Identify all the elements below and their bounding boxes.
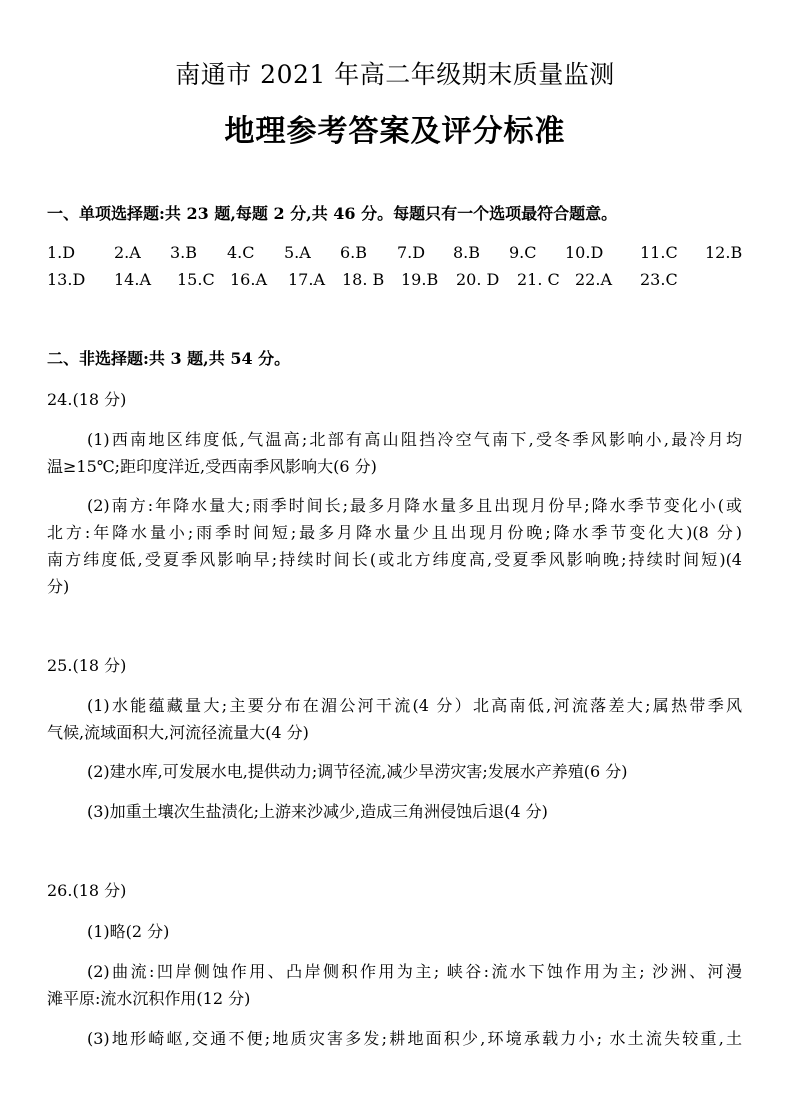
question-26-label: 26.(18 分) <box>47 881 127 900</box>
answer-item: 4.C <box>227 243 255 262</box>
answer-item: 19.B <box>401 270 439 289</box>
answer-item: 15.C <box>177 270 215 289</box>
answer-item: 3.B <box>170 243 198 262</box>
q24-part1-line1: (1)西南地区纬度低,气温高;北部有高山阻挡冷空气南下,受冬季风影响小,最冷月均 <box>87 430 742 449</box>
q26-part3-line1: (3)地形崎岖,交通不便;地质灾害多发;耕地面积少,环境承载力小; 水土流失较重,土 <box>87 1029 742 1048</box>
q25-part1-line2: 气候,流域面积大,河流径流量大(4 分) <box>47 723 309 742</box>
q24-part2-line2: 北方:年降水量小;雨季时间短;最多月降水量少且出现月份晚;降水季节变化大)(8 分) <box>47 523 742 542</box>
q25-part3: (3)加重土壤次生盐渍化;上游来沙减少,造成三角洲侵蚀后退(4 分) <box>87 802 548 821</box>
answer-item: 20. D <box>456 270 500 289</box>
answer-item: 23.C <box>640 270 678 289</box>
q24-part2-line4: 分) <box>47 577 70 596</box>
q25-part2: (2)建水库,可发展水电,提供动力;调节径流,减少旱涝灾害;发展水产养殖(6 分) <box>87 762 628 781</box>
answer-item: 16.A <box>230 270 267 289</box>
answer-item: 2.A <box>114 243 141 262</box>
q24-part2-line3: 南方纬度低,受夏季风影响早;持续时间长(或北方纬度高,受夏季风影响晚;持续时间短)(4 <box>47 550 742 569</box>
document-title: 南通市 2021 年高二年级期末质量监测 <box>175 60 615 89</box>
answer-item: 11.C <box>640 243 678 262</box>
answer-item: 18. B <box>342 270 385 289</box>
answer-item: 22.A <box>575 270 612 289</box>
answer-item: 13.D <box>47 270 86 289</box>
section2-heading: 二、非选择题:共 3 题,共 54 分。 <box>47 349 291 368</box>
document-subtitle: 地理参考答案及评分标准 <box>224 114 566 149</box>
answer-item: 8.B <box>453 243 481 262</box>
q25-part1-line1: (1)水能蕴藏量大;主要分布在湄公河干流(4 分）北高南低,河流落差大;属热带季风 <box>87 696 742 715</box>
answer-item: 9.C <box>509 243 537 262</box>
q26-part1: (1)略(2 分) <box>87 922 170 941</box>
answer-item: 7.D <box>397 243 426 262</box>
answer-item: 14.A <box>114 270 151 289</box>
answer-item: 12.B <box>705 243 743 262</box>
q24-part2-line1: (2)南方:年降水量大;雨季时间长;最多月降水量多且出现月份早;降水季节变化小(或 <box>87 496 742 515</box>
q26-part2-line1: (2)曲流:凹岸侧蚀作用、凸岸侧积作用为主; 峡谷:流水下蚀作用为主; 沙洲、河漫 <box>87 962 742 981</box>
question-25-label: 25.(18 分) <box>47 656 127 675</box>
section1-heading: 一、单项选择题:共 23 题,每题 2 分,共 46 分。每题只有一个选项最符合题意。 <box>47 204 618 223</box>
answer-item: 10.D <box>565 243 604 262</box>
q26-part2-line2: 滩平原:流水沉积作用(12 分) <box>47 989 251 1008</box>
q24-part1-line2: 温≥15℃;距印度洋近,受西南季风影响大(6 分) <box>47 457 377 476</box>
answer-item: 6.B <box>340 243 368 262</box>
answer-item: 5.A <box>284 243 311 262</box>
answer-item: 17.A <box>288 270 325 289</box>
answer-item: 1.D <box>47 243 76 262</box>
answer-item: 21. C <box>517 270 560 289</box>
question-24-label: 24.(18 分) <box>47 390 127 409</box>
